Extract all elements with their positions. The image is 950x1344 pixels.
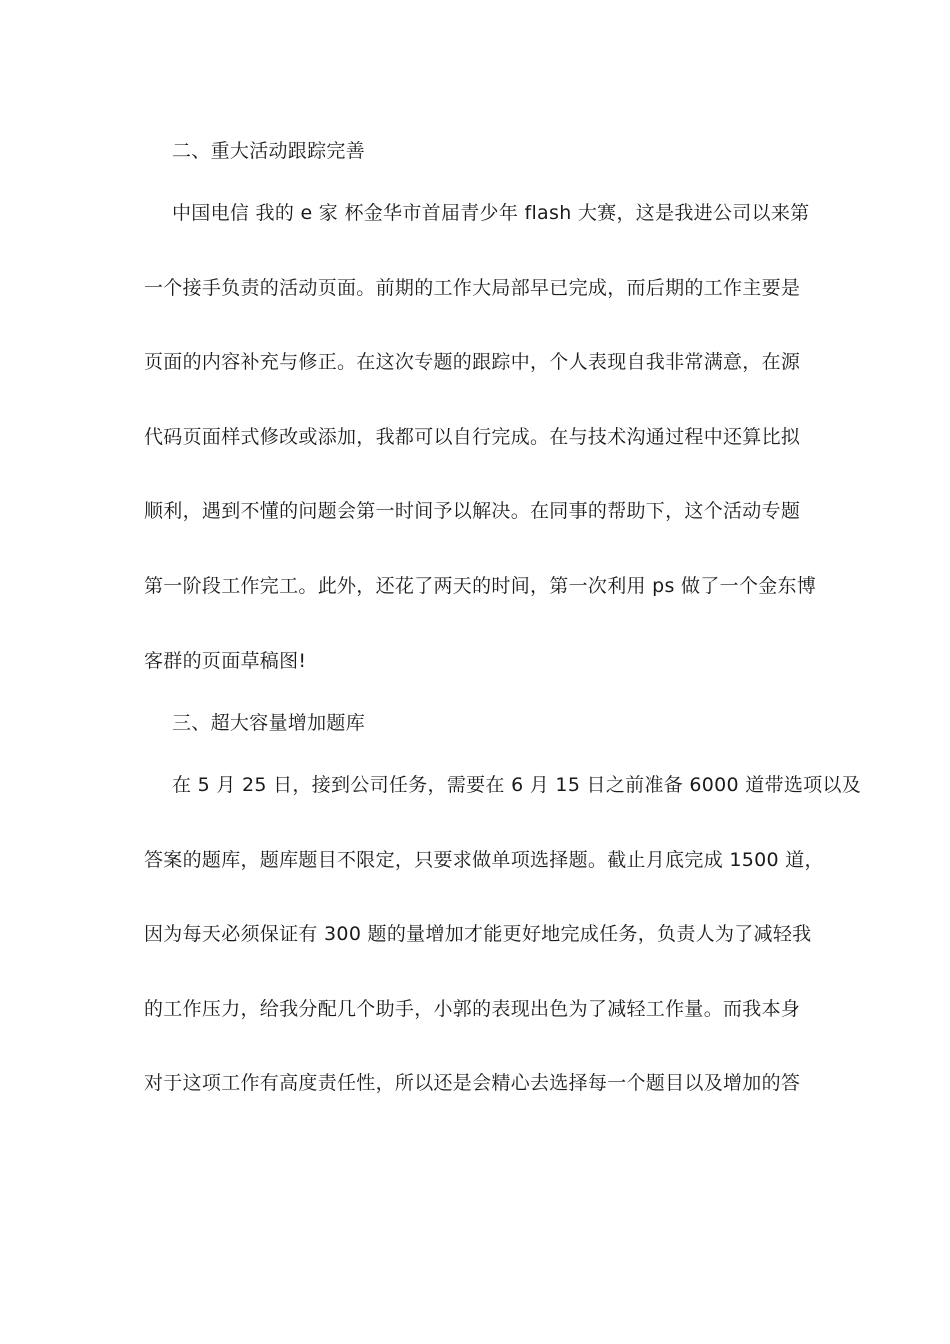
paragraph-line: 中国电信 我的 e 家 杯金华市首届青少年 flash 大赛，这是我进公司以来第 xyxy=(172,202,810,224)
section-heading-question-bank: 三、超大容量增加题库 xyxy=(172,712,366,734)
paragraph-line: 对于这项工作有高度责任性，所以还是会精心去选择每一个题目以及增加的答 xyxy=(144,1072,801,1094)
paragraph-line: 因为每天必须保证有 300 题的量增加才能更好地完成任务，负责人为了减轻我 xyxy=(144,923,812,945)
paragraph-line: 答案的题库，题库题目不限定，只要求做单项选择题。截止月底完成 1500 道， xyxy=(144,849,824,871)
paragraph-line: 在 5 月 25 日，接到公司任务，需要在 6 月 15 日之前准备 6000 道带选项以及 xyxy=(172,774,862,796)
paragraph-line: 代码页面样式修改或添加，我都可以自行完成。在与技术沟通过程中还算比拟 xyxy=(144,426,801,448)
paragraph-line: 的工作压力，给我分配几个助手，小郭的表现出色为了减轻工作量。而我本身 xyxy=(144,998,801,1020)
paragraph-line: 一个接手负责的活动页面。前期的工作大局部早已完成，而后期的工作主要是 xyxy=(144,277,801,299)
paragraph-line: 第一阶段工作完工。此外，还花了两天的时间，第一次利用 ps 做了一个金东博 xyxy=(144,575,817,597)
paragraph-line: 客群的页面草稿图! xyxy=(144,650,307,672)
section-heading-activity-tracking: 二、重大活动跟踪完善 xyxy=(172,140,366,162)
paragraph-line: 顺利，遇到不懂的问题会第一时间予以解决。在同事的帮助下，这个活动专题 xyxy=(144,500,801,522)
paragraph-line: 页面的内容补充与修正。在这次专题的跟踪中，个人表现自我非常满意，在源 xyxy=(144,351,801,373)
